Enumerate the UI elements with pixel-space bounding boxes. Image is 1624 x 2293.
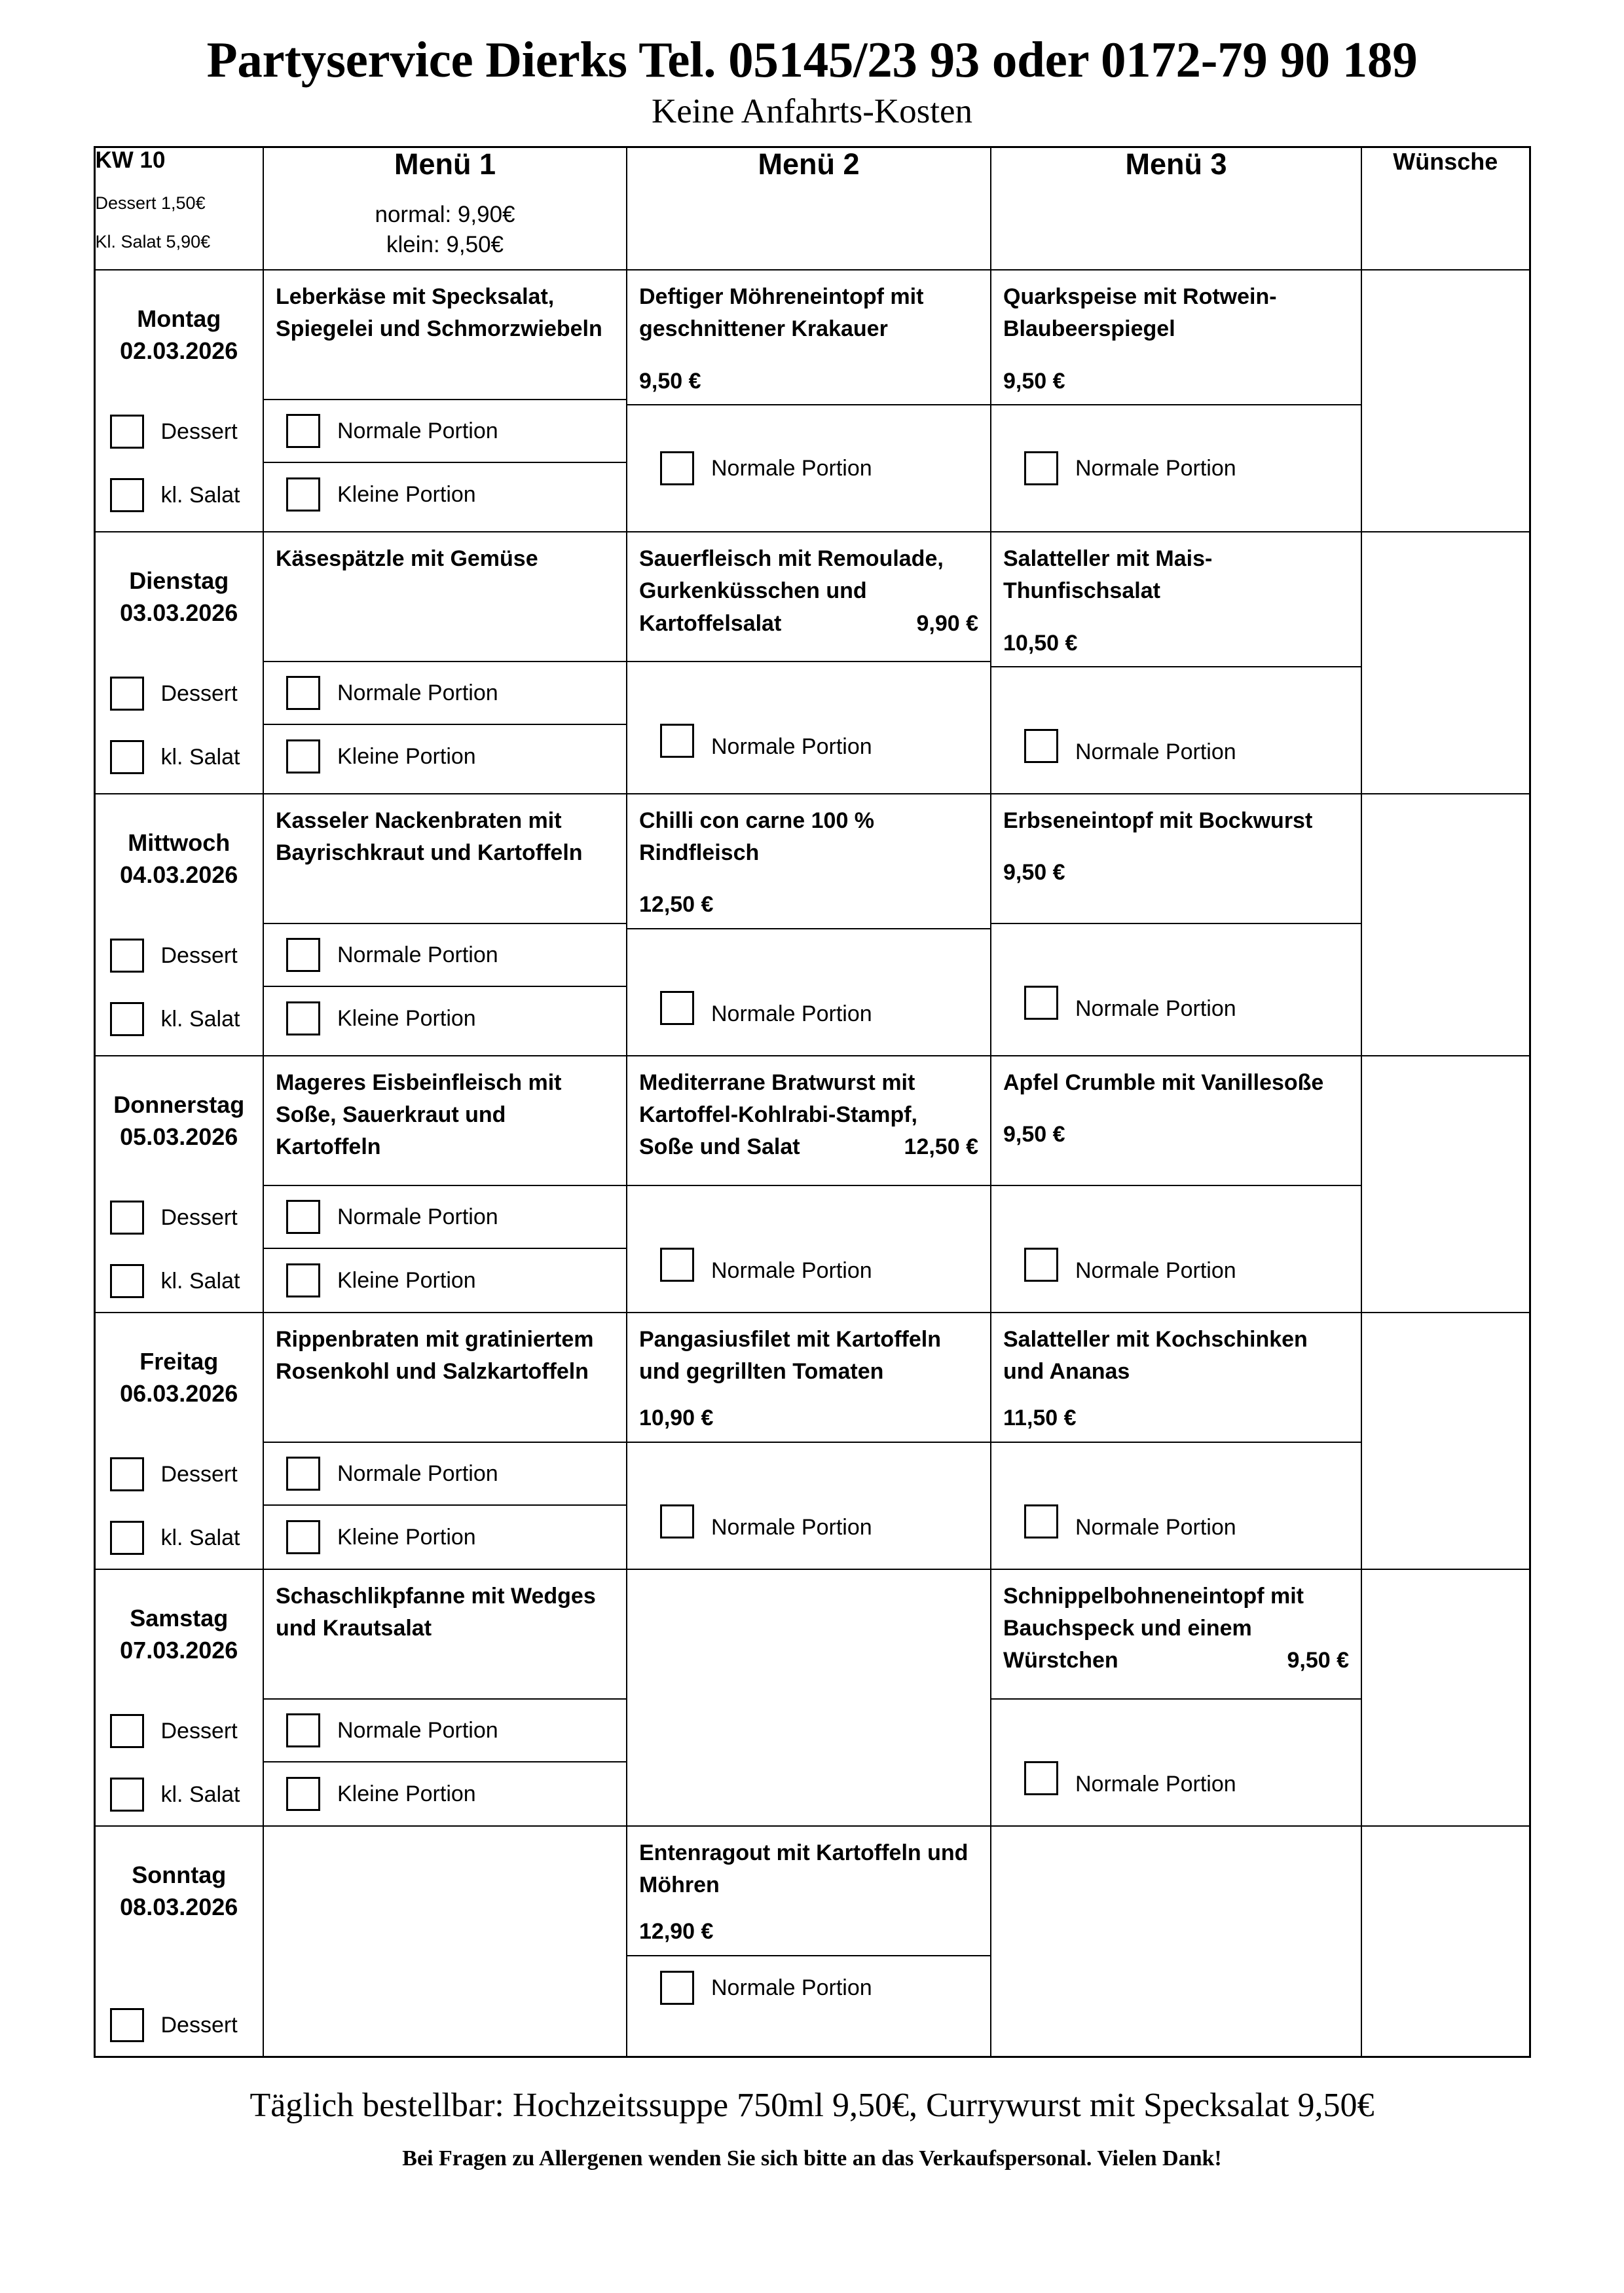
day-cell-mittwoch <box>94 794 263 1056</box>
day-cell-samstag <box>94 1569 263 1826</box>
checkbox-icon[interactable] <box>660 1504 694 1538</box>
document-masthead <box>0 0 1624 133</box>
menu3-cell-dienstag <box>991 532 1361 794</box>
salad-label: kl. Salat <box>160 744 240 770</box>
company-title: Partyservice Dierks Tel. 05145/23 93 oder 0172-79 90 189 <box>206 31 1418 88</box>
day-date: 03.03.2026 <box>120 599 238 626</box>
table-row <box>94 532 1530 794</box>
dish-name: Kasseler Nackenbraten mit Bayrischkraut und Kartoffeln <box>276 808 583 866</box>
menu1-cell-mittwoch <box>263 794 627 1056</box>
table-row <box>94 1826 1530 2057</box>
small-portion-label: Kleine Portion <box>337 1781 476 1806</box>
checkbox-icon[interactable] <box>1024 1248 1058 1282</box>
menu1-cell-freitag <box>263 1313 627 1569</box>
dish-name: Chilli con carne 100 % Rindfleisch <box>639 808 875 866</box>
normal-portion-label: Normale Portion <box>337 1717 498 1743</box>
normal-portion-option[interactable] <box>627 405 990 531</box>
day-date: 02.03.2026 <box>120 337 238 365</box>
dish-name: Rippenbraten mit gratiniertem Rosenkohl und Salzkartoffeln <box>276 1326 594 1385</box>
normal-portion-option[interactable] <box>264 1443 626 1506</box>
dish-price: 12,50 € <box>904 1134 978 1160</box>
menu1-title: Menü 1 <box>394 147 496 181</box>
dessert-option-montag[interactable] <box>96 400 263 463</box>
wishes-cell-freitag[interactable] <box>1361 1313 1530 1569</box>
checkbox-icon[interactable] <box>286 1200 320 1234</box>
checkbox-icon[interactable] <box>1024 1504 1058 1538</box>
checkbox-icon[interactable] <box>286 1520 320 1554</box>
normal-portion-option[interactable] <box>991 667 1361 793</box>
salad-label: kl. Salat <box>160 483 240 508</box>
normal-portion-label: Normale Portion <box>711 734 872 759</box>
checkbox-icon[interactable] <box>1024 451 1058 485</box>
normal-portion-label: Normale Portion <box>337 942 498 967</box>
dish-price: 12,50 € <box>639 892 714 918</box>
wishes-cell-donnerstag[interactable] <box>1361 1056 1530 1313</box>
dessert-label: Dessert <box>160 942 238 968</box>
dessert-option-freitag[interactable] <box>96 1443 263 1506</box>
day-cell-donnerstag <box>94 1056 263 1313</box>
document-footer <box>0 2085 1624 2172</box>
checkbox-icon[interactable] <box>110 1002 144 1036</box>
day-cell-dienstag <box>94 532 263 794</box>
normal-portion-label: Normale Portion <box>711 1258 872 1283</box>
dish-name: Deftiger Möhreneintopf mit geschnittener Krakauer <box>639 284 924 342</box>
menu3-cell-freitag <box>991 1313 1361 1569</box>
normal-portion-option[interactable] <box>991 405 1361 531</box>
checkbox-icon[interactable] <box>286 1263 320 1297</box>
dish-price: 10,90 € <box>639 1406 714 1431</box>
dessert-label: Dessert <box>160 1204 238 1230</box>
dish-name: Salatteller mit Mais-Thunfischsalat <box>1003 546 1213 604</box>
checkbox-icon[interactable] <box>110 1264 144 1298</box>
day-name: Samstag <box>130 1605 229 1632</box>
allergen-note: Bei Fragen zu Allergenen wenden Sie sich bitte an das Verkaufspersonal. Vielen Dank! <box>402 2146 1222 2171</box>
subtitle-no-delivery-cost: Keine Anfahrts-Kosten <box>651 92 973 130</box>
dessert-option-dienstag[interactable] <box>96 662 263 725</box>
checkbox-icon[interactable] <box>110 2008 144 2042</box>
checkbox-icon[interactable] <box>660 724 694 758</box>
dish-name: Quarkspeise mit Rotwein-Blaubeerspiegel <box>1003 284 1277 342</box>
dessert-price-label: Dessert 1,50€ <box>95 193 206 214</box>
header-cell-wishes <box>1361 147 1530 270</box>
dish-price: 10,50 € <box>1003 630 1078 656</box>
menu3-cell-montag <box>991 270 1361 532</box>
wishes-cell-montag[interactable] <box>1361 270 1530 532</box>
header-cell-week <box>94 147 263 270</box>
normal-portion-option[interactable] <box>264 400 626 463</box>
normal-portion-option[interactable] <box>991 1700 1361 1825</box>
calendar-week-label: KW 10 <box>95 147 166 173</box>
day-date: 06.03.2026 <box>120 1379 238 1407</box>
wishes-cell-dienstag[interactable] <box>1361 532 1530 794</box>
normal-portion-label: Normale Portion <box>337 680 498 705</box>
day-name: Dienstag <box>129 567 229 595</box>
normal-portion-label: Normale Portion <box>711 1001 872 1026</box>
checkbox-icon[interactable] <box>286 676 320 710</box>
day-name: Donnerstag <box>113 1091 245 1119</box>
normal-portion-label: Normale Portion <box>711 1975 872 2000</box>
menu1-cell-samstag <box>263 1569 627 1826</box>
dessert-option-sonntag[interactable] <box>96 1993 263 2056</box>
small-portion-label: Kleine Portion <box>337 743 476 769</box>
checkbox-icon[interactable] <box>660 1971 694 2005</box>
normal-portion-label: Normale Portion <box>1075 1514 1236 1540</box>
small-portion-option[interactable] <box>264 987 626 1050</box>
weekly-menu-table <box>94 146 1531 2058</box>
checkbox-icon[interactable] <box>1024 1761 1058 1795</box>
day-date: 05.03.2026 <box>120 1123 238 1150</box>
checkbox-icon[interactable] <box>110 1201 144 1235</box>
menu2-cell-donnerstag <box>627 1056 991 1313</box>
table-header-row <box>94 147 1530 270</box>
day-cell-freitag <box>94 1313 263 1569</box>
menu1-cell-donnerstag <box>263 1056 627 1313</box>
dish-name: Entenragout mit Kartoffeln und Möhren <box>639 1840 969 1898</box>
salad-label: kl. Salat <box>160 1268 240 1294</box>
wishes-title: Wünsche <box>1393 147 1498 175</box>
small-portion-label: Kleine Portion <box>337 1524 476 1550</box>
checkbox-icon[interactable] <box>286 1457 320 1491</box>
menu3-cell-samstag <box>991 1569 1361 1826</box>
menu1-price-small: klein: 9,50€ <box>386 232 504 258</box>
dish-name: Mageres Eisbeinfleisch mit Soße, Sauerkraut und Kartoffeln <box>276 1070 562 1160</box>
normal-portion-option[interactable] <box>627 1186 990 1312</box>
menu3-title: Menü 3 <box>1125 147 1227 181</box>
checkbox-icon[interactable] <box>286 1001 320 1035</box>
checkbox-icon[interactable] <box>110 1521 144 1555</box>
dish-name: Käsespätzle mit Gemüse <box>276 546 538 571</box>
dish-name: Sauerfleisch mit Remoulade, Gurkenküsschen und <box>639 546 944 604</box>
small-portion-label: Kleine Portion <box>337 1267 476 1293</box>
normal-portion-option[interactable] <box>264 924 626 987</box>
day-date: 08.03.2026 <box>120 1893 238 1920</box>
dish-price: 11,50 € <box>1003 1406 1077 1431</box>
salad-label: kl. Salat <box>160 1525 240 1550</box>
normal-portion-option[interactable] <box>627 929 990 1055</box>
salad-option-donnerstag[interactable] <box>96 1249 263 1312</box>
normal-portion-label: Normale Portion <box>337 1204 498 1229</box>
normal-portion-label: Normale Portion <box>711 455 872 481</box>
checkbox-icon[interactable] <box>110 478 144 512</box>
dessert-label: Dessert <box>160 2012 238 2038</box>
checkbox-icon[interactable] <box>110 677 144 711</box>
salad-option-dienstag[interactable] <box>96 725 263 788</box>
menu3-cell-mittwoch <box>991 794 1361 1056</box>
header-cell-menu3 <box>991 147 1361 270</box>
normal-portion-label: Normale Portion <box>1075 996 1236 1021</box>
dessert-label: Dessert <box>160 1718 238 1743</box>
dish-name: Mediterrane Bratwurst mit Kartoffel-Kohlrabi-Stampf, <box>639 1070 917 1128</box>
menu1-cell-dienstag <box>263 532 627 794</box>
salad-option-montag[interactable] <box>96 463 263 526</box>
day-name: Mittwoch <box>128 829 231 857</box>
small-portion-label: Kleine Portion <box>337 1005 476 1031</box>
salad-label: kl. Salat <box>160 1781 240 1807</box>
day-name: Freitag <box>139 1348 219 1375</box>
checkbox-icon[interactable] <box>286 938 320 972</box>
table-row <box>94 1056 1530 1313</box>
table-row <box>94 1569 1530 1826</box>
menu2-cell-dienstag <box>627 532 991 794</box>
daily-orderable-note: Täglich bestellbar: Hochzeitssuppe 750ml 9,50€, Currywurst mit Specksalat 9,50€ <box>249 2086 1375 2124</box>
checkbox-icon[interactable] <box>110 1714 144 1748</box>
dish-price: 9,50 € <box>1287 1648 1349 1673</box>
dish-name: Pangasiusfilet mit Kartoffeln und gegrillten Tomaten <box>639 1326 941 1385</box>
table-row <box>94 794 1530 1056</box>
checkbox-icon[interactable] <box>286 414 320 448</box>
normal-portion-option[interactable] <box>991 1186 1361 1312</box>
menu2-cell-freitag <box>627 1313 991 1569</box>
dish-price: 9,50 € <box>1003 1122 1065 1147</box>
menu1-cell-montag <box>263 270 627 532</box>
menu2-title: Menü 2 <box>758 147 860 181</box>
dish-name: Erbseneintopf mit Bockwurst <box>1003 808 1313 833</box>
checkbox-icon[interactable] <box>286 1713 320 1747</box>
table-row <box>94 270 1530 532</box>
wishes-cell-samstag[interactable] <box>1361 1569 1530 1826</box>
normal-portion-label: Normale Portion <box>1075 1258 1236 1283</box>
dessert-label: Dessert <box>160 1461 238 1487</box>
checkbox-icon[interactable] <box>1024 986 1058 1020</box>
small-portion-option[interactable] <box>264 725 626 788</box>
menu1-price-normal: normal: 9,90€ <box>375 202 515 228</box>
small-portion-option[interactable] <box>264 1249 626 1312</box>
checkbox-icon[interactable] <box>286 477 320 512</box>
checkbox-icon[interactable] <box>660 451 694 485</box>
checkbox-icon[interactable] <box>110 1778 144 1812</box>
dessert-label: Dessert <box>160 680 238 706</box>
normal-portion-label: Normale Portion <box>1075 1771 1236 1797</box>
normal-portion-option[interactable] <box>627 662 990 788</box>
dish-name-cont: Kartoffelsalat <box>639 610 782 636</box>
normal-portion-option[interactable] <box>627 1956 990 2019</box>
header-cell-menu1 <box>263 147 627 270</box>
menu2-cell-mittwoch <box>627 794 991 1056</box>
dish-name: Apfel Crumble mit Vanillesoße <box>1003 1070 1324 1095</box>
checkbox-icon[interactable] <box>110 740 144 774</box>
menu3-cell-sonntag <box>991 1826 1361 2057</box>
menu2-cell-montag <box>627 270 991 532</box>
dish-name: Schnippelbohneneintopf mit Bauchspeck und einem <box>1003 1583 1304 1641</box>
dessert-option-donnerstag[interactable] <box>96 1186 263 1249</box>
normal-portion-option[interactable] <box>991 1443 1361 1569</box>
normal-portion-label: Normale Portion <box>1075 739 1236 764</box>
menu2-cell-samstag <box>627 1569 991 1826</box>
small-portion-option[interactable] <box>264 463 626 526</box>
header-cell-menu2 <box>627 147 991 270</box>
dish-price: 9,90 € <box>916 610 978 636</box>
day-date: 07.03.2026 <box>120 1636 238 1664</box>
menu2-cell-sonntag <box>627 1826 991 2057</box>
checkbox-icon[interactable] <box>1024 729 1058 763</box>
menu3-cell-donnerstag <box>991 1056 1361 1313</box>
salad-label: kl. Salat <box>160 1006 240 1032</box>
dish-price: 9,50 € <box>1003 860 1065 886</box>
checkbox-icon[interactable] <box>286 739 320 774</box>
checkbox-icon[interactable] <box>110 1457 144 1491</box>
normal-portion-option[interactable] <box>991 924 1361 1050</box>
day-name: Sonntag <box>132 1861 227 1889</box>
small-portion-label: Kleine Portion <box>337 482 476 508</box>
normal-portion-label: Normale Portion <box>1075 455 1236 481</box>
dish-price: 12,90 € <box>639 1919 714 1945</box>
salad-option-samstag[interactable] <box>96 1762 263 1825</box>
dish-name: Schaschlikpfanne mit Wedges und Krautsalat <box>276 1583 596 1641</box>
dish-name: Salatteller mit Kochschinken und Ananas <box>1003 1326 1308 1385</box>
dish-price: 9,50 € <box>1003 368 1065 394</box>
menu1-cell-sonntag <box>263 1826 627 2057</box>
normal-portion-label: Normale Portion <box>337 419 498 444</box>
dessert-label: Dessert <box>160 419 238 445</box>
normal-portion-label: Normale Portion <box>337 1461 498 1486</box>
checkbox-icon[interactable] <box>110 415 144 449</box>
normal-portion-option[interactable] <box>264 662 626 725</box>
salad-option-freitag[interactable] <box>96 1506 263 1569</box>
dessert-option-mittwoch[interactable] <box>96 924 263 987</box>
dish-price: 9,50 € <box>639 368 701 394</box>
wishes-cell-sonntag[interactable] <box>1361 1826 1530 2057</box>
table-row <box>94 1313 1530 1569</box>
wishes-cell-mittwoch[interactable] <box>1361 794 1530 1056</box>
normal-portion-label: Normale Portion <box>711 1514 872 1540</box>
salad-price-label: Kl. Salat 5,90€ <box>95 231 211 252</box>
normal-portion-option[interactable] <box>264 1186 626 1249</box>
dessert-option-samstag[interactable] <box>96 1700 263 1762</box>
salad-option-mittwoch[interactable] <box>96 987 263 1050</box>
dish-name-cont: Würstchen <box>1003 1648 1118 1673</box>
dish-name-cont: Soße und Salat <box>639 1134 800 1160</box>
day-name: Montag <box>137 305 221 333</box>
checkbox-icon[interactable] <box>660 1248 694 1282</box>
checkbox-icon[interactable] <box>286 1777 320 1811</box>
day-cell-sonntag <box>94 1826 263 2057</box>
small-portion-option[interactable] <box>264 1762 626 1825</box>
day-cell-montag <box>94 270 263 532</box>
small-portion-option[interactable] <box>264 1506 626 1569</box>
dish-name: Leberkäse mit Specksalat, Spiegelei und Schmorzwiebeln <box>276 284 602 342</box>
day-date: 04.03.2026 <box>120 861 238 888</box>
normal-portion-option[interactable] <box>264 1700 626 1762</box>
normal-portion-option[interactable] <box>627 1443 990 1569</box>
checkbox-icon[interactable] <box>110 939 144 973</box>
checkbox-icon[interactable] <box>660 991 694 1025</box>
